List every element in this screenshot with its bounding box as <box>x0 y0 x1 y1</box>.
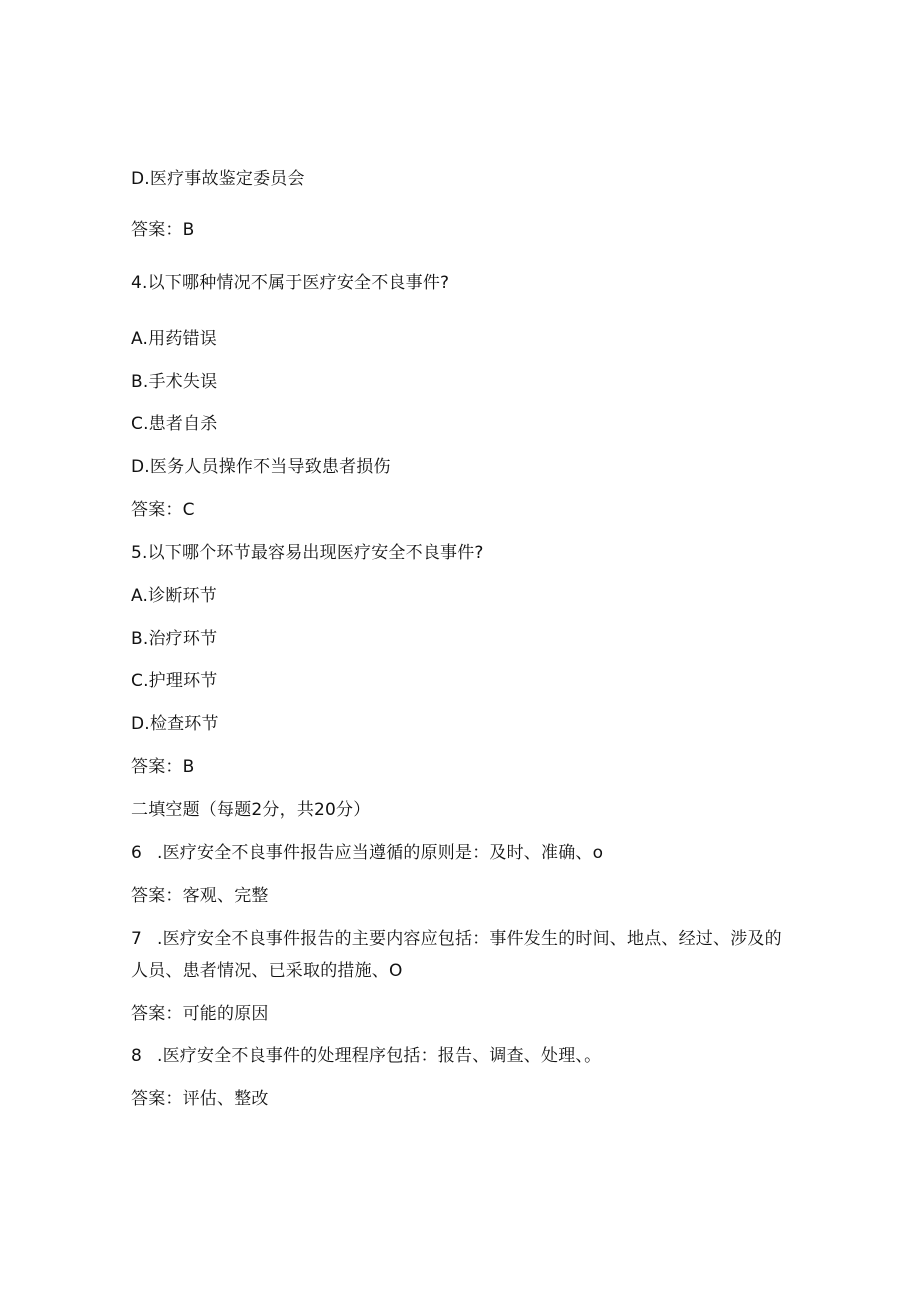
option-c-q4: C.患者自杀 <box>131 414 218 434</box>
answer-q6: 答案：客观、完整 <box>131 886 269 906</box>
option-c-q5: C.护理环节 <box>131 671 218 691</box>
answer-q3: 答案：B <box>131 220 195 240</box>
question-7 <box>131 928 782 950</box>
option-b-q4: B.手术失误 <box>131 372 218 392</box>
option-d-q5: D.检查环节 <box>131 714 219 734</box>
question-8-text: .医疗安全不良事件的处理程序包括：报告、调查、处理、。 <box>157 1046 602 1066</box>
question-7-text: .医疗安全不良事件报告的主要内容应包括：事件发生的时间、地点、经过、涉及的 <box>157 929 782 949</box>
question-5: 5.以下哪个环节最容易出现医疗安全不良事件? <box>131 543 484 563</box>
question-8 <box>131 1045 601 1067</box>
answer-q7: 答案：可能的原因 <box>131 1004 269 1024</box>
option-d-q3: D.医疗事故鉴定委员会 <box>131 169 305 189</box>
question-4: 4.以下哪种情况不属于医疗安全不良事件? <box>131 273 450 293</box>
question-8-number: 8 <box>131 1046 143 1066</box>
option-d-q4: D.医务人员操作不当导致患者损伤 <box>131 457 391 477</box>
question-6-number: 6 <box>131 843 143 863</box>
question-6 <box>131 842 603 864</box>
section-heading-fill-blank: 二填空题（每题2分，共20分） <box>131 800 371 820</box>
question-7-number: 7 <box>131 929 143 949</box>
answer-q8: 答案：评估、整改 <box>131 1089 269 1109</box>
option-b-q5: B.治疗环节 <box>131 629 218 649</box>
answer-q4: 答案：C <box>131 500 195 520</box>
question-6-text: .医疗安全不良事件报告应当遵循的原则是：及时、准确、o <box>157 843 604 863</box>
option-a-q5: A.诊断环节 <box>131 586 217 606</box>
answer-q5: 答案：B <box>131 757 195 777</box>
option-a-q4: A.用药错误 <box>131 329 217 349</box>
question-7-continued: 人员、患者情况、已采取的措施、O <box>131 961 403 981</box>
